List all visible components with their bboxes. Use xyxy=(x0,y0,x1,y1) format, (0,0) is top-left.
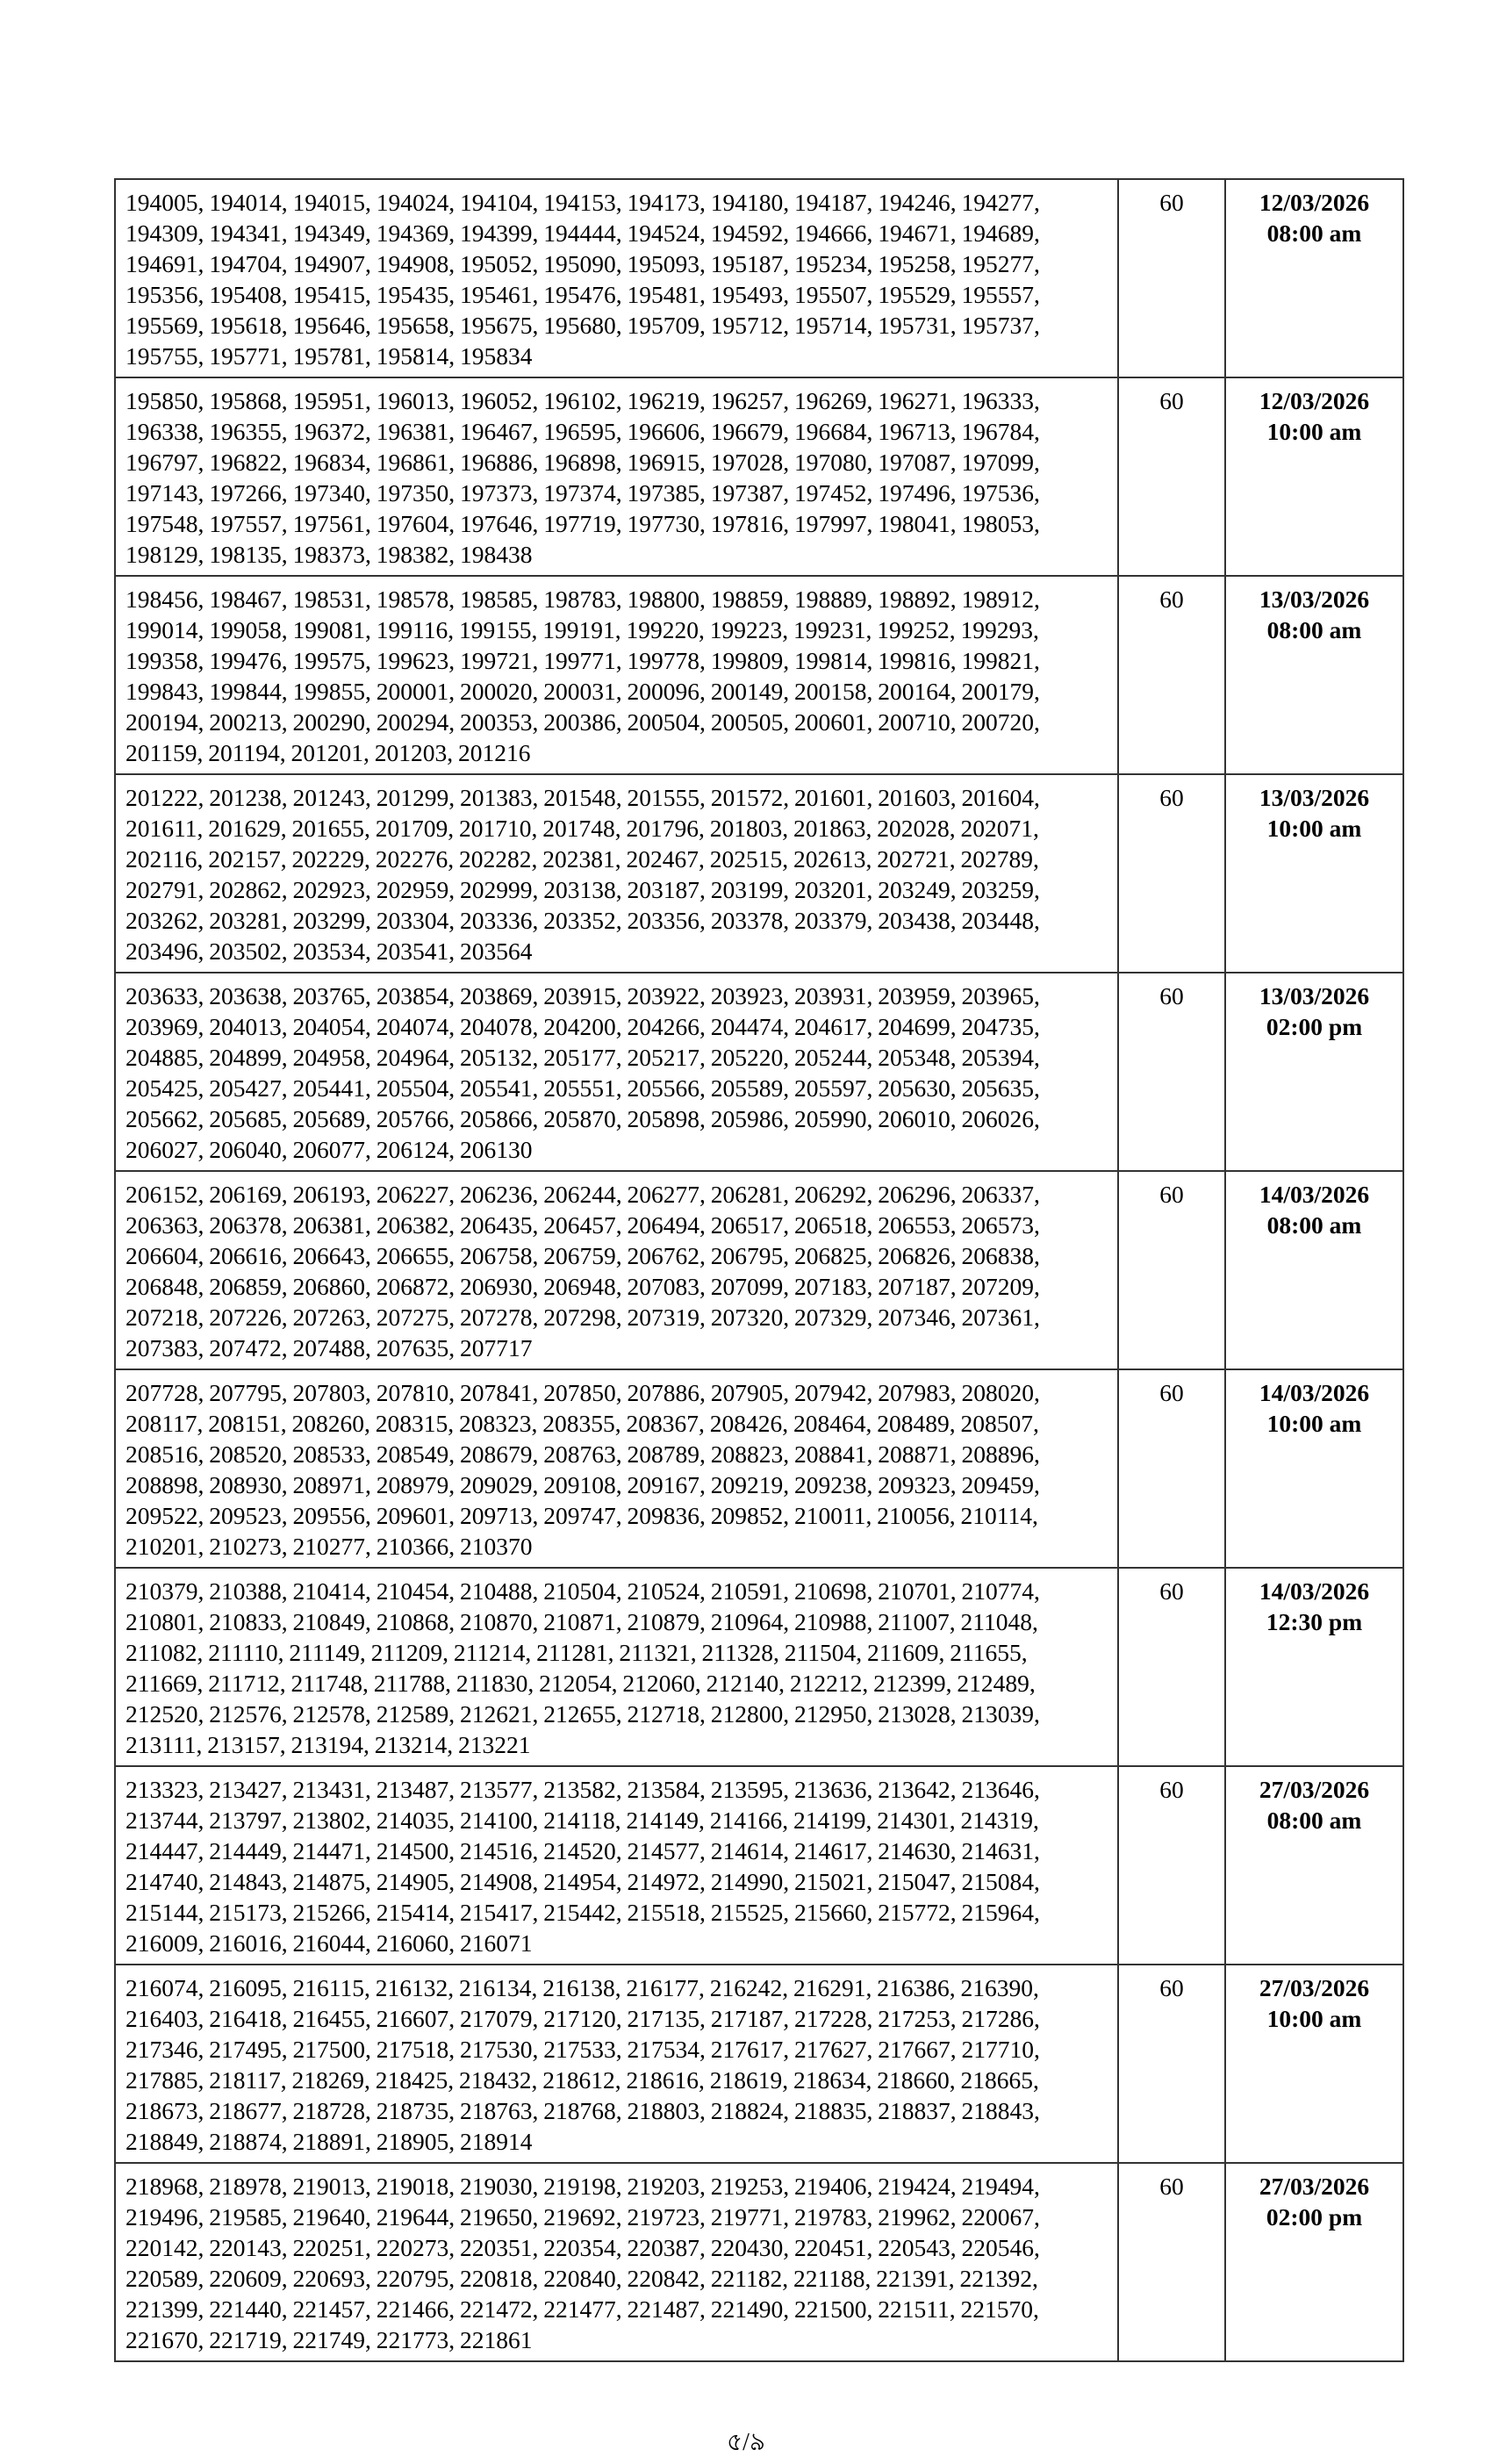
exam-date: 13/03/2026 xyxy=(1259,784,1370,811)
roll-numbers-cell: 201222, 201238, 201243, 201299, 201383, 201548, 201555, 201572, 201601, 201603, 201604, 201611, 201629, 201655, 201709, 201710, 201748, 201796, 201803, 201863, 202028, 202071, 202116, 202157, 202229, 202276, 202282, 202381, 202467, 202515, 202613, 202721, 202789, 202791, 202862, 202923, 202959, 202999, 203138, 203187, 203199, 203201, 203249, 203259, 203262, 203281, 203299, 203304, 203336, 203352, 203356, 203378, 203379, 203438, 203448, 203496, 203502, 203534, 203541, 203564 xyxy=(115,774,1118,973)
candidate-count-cell: 60 xyxy=(1118,179,1225,377)
exam-time: 02:00 pm xyxy=(1266,1013,1363,1040)
exam-time: 10:00 am xyxy=(1266,418,1362,445)
candidate-count-cell: 60 xyxy=(1118,973,1225,1171)
candidate-count-cell: 60 xyxy=(1118,576,1225,774)
candidate-count-cell: 60 xyxy=(1118,774,1225,973)
candidate-count-cell: 60 xyxy=(1118,2163,1225,2361)
roll-numbers-cell: 207728, 207795, 207803, 207810, 207841, 207850, 207886, 207905, 207942, 207983, 208020, 208117, 208151, 208260, 208315, 208323, 208355, 208367, 208426, 208464, 208489, 208507, 208516, 208520, 208533, 208549, 208679, 208763, 208789, 208823, 208841, 208871, 208896, 208898, 208930, 208971, 208979, 209029, 209108, 209167, 209219, 209238, 209323, 209459, 209522, 209523, 209556, 209601, 209713, 209747, 209836, 209852, 210011, 210056, 210114, 210201, 210273, 210277, 210366, 210370 xyxy=(115,1369,1118,1568)
schedule-body xyxy=(115,179,1403,2361)
roll-numbers-cell: 203633, 203638, 203765, 203854, 203869, 203915, 203922, 203923, 203931, 203959, 203965, 203969, 204013, 204054, 204074, 204078, 204200, 204266, 204474, 204617, 204699, 204735, 204885, 204899, 204958, 204964, 205132, 205177, 205217, 205220, 205244, 205348, 205394, 205425, 205427, 205441, 205504, 205541, 205551, 205566, 205589, 205597, 205630, 205635, 205662, 205685, 205689, 205766, 205866, 205870, 205898, 205986, 205990, 206010, 206026, 206027, 206040, 206077, 206124, 206130 xyxy=(115,973,1118,1171)
exam-date: 12/03/2026 xyxy=(1259,189,1370,216)
roll-numbers-cell: 210379, 210388, 210414, 210454, 210488, 210504, 210524, 210591, 210698, 210701, 210774, 210801, 210833, 210849, 210868, 210870, 210871, 210879, 210964, 210988, 211007, 211048, 211082, 211110, 211149, 211209, 211214, 211281, 211321, 211328, 211504, 211609, 211655, 211669, 211712, 211748, 211788, 211830, 212054, 212060, 212140, 212212, 212399, 212489, 212520, 212576, 212578, 212589, 212621, 212655, 212718, 212800, 212950, 213028, 213039, 213111, 213157, 213194, 213214, 213221 xyxy=(115,1568,1118,1766)
schedule-slot-cell xyxy=(1225,1568,1403,1766)
exam-date: 27/03/2026 xyxy=(1259,1776,1370,1803)
page-number: ৫/৯ xyxy=(726,2429,766,2456)
roll-numbers-cell: 194005, 194014, 194015, 194024, 194104, 194153, 194173, 194180, 194187, 194246, 194277, 194309, 194341, 194349, 194369, 194399, 194444, 194524, 194592, 194666, 194671, 194689, 194691, 194704, 194907, 194908, 195052, 195090, 195093, 195187, 195234, 195258, 195277, 195356, 195408, 195415, 195435, 195461, 195476, 195481, 195493, 195507, 195529, 195557, 195569, 195618, 195646, 195658, 195675, 195680, 195709, 195712, 195714, 195731, 195737, 195755, 195771, 195781, 195814, 195834 xyxy=(115,179,1118,377)
schedule-slot-cell xyxy=(1225,576,1403,774)
schedule-slot-cell xyxy=(1225,774,1403,973)
roll-numbers-cell: 198456, 198467, 198531, 198578, 198585, 198783, 198800, 198859, 198889, 198892, 198912, 199014, 199058, 199081, 199116, 199155, 199191, 199220, 199223, 199231, 199252, 199293, 199358, 199476, 199575, 199623, 199721, 199771, 199778, 199809, 199814, 199816, 199821, 199843, 199844, 199855, 200001, 200020, 200031, 200096, 200149, 200158, 200164, 200179, 200194, 200213, 200290, 200294, 200353, 200386, 200504, 200505, 200601, 200710, 200720, 201159, 201194, 201201, 201203, 201216 xyxy=(115,576,1118,774)
schedule-slot-cell xyxy=(1225,1766,1403,1965)
candidate-count-cell: 60 xyxy=(1118,1568,1225,1766)
exam-date: 13/03/2026 xyxy=(1259,585,1370,613)
table-row xyxy=(115,1171,1403,1369)
roll-numbers-cell: 218968, 218978, 219013, 219018, 219030, 219198, 219203, 219253, 219406, 219424, 219494, 219496, 219585, 219640, 219644, 219650, 219692, 219723, 219771, 219783, 219962, 220067, 220142, 220143, 220251, 220273, 220351, 220354, 220387, 220430, 220451, 220543, 220546, 220589, 220609, 220693, 220795, 220818, 220840, 220842, 221182, 221188, 221391, 221392, 221399, 221440, 221457, 221466, 221472, 221477, 221487, 221490, 221500, 221511, 221570, 221670, 221719, 221749, 221773, 221861 xyxy=(115,2163,1118,2361)
table-row xyxy=(115,1965,1403,2163)
schedule-slot-cell xyxy=(1225,179,1403,377)
table-row xyxy=(115,377,1403,576)
candidate-count-cell: 60 xyxy=(1118,1171,1225,1369)
exam-date: 27/03/2026 xyxy=(1259,1974,1370,2001)
schedule-slot-cell xyxy=(1225,377,1403,576)
exam-time: 10:00 am xyxy=(1266,815,1362,842)
exam-time: 08:00 am xyxy=(1266,1211,1362,1239)
table-row xyxy=(115,179,1403,377)
exam-time: 10:00 am xyxy=(1266,1410,1362,1437)
exam-time: 02:00 pm xyxy=(1266,2203,1363,2231)
exam-date: 27/03/2026 xyxy=(1259,2173,1370,2200)
schedule-slot-cell xyxy=(1225,973,1403,1171)
exam-date: 13/03/2026 xyxy=(1259,982,1370,1009)
roll-numbers-cell: 216074, 216095, 216115, 216132, 216134, 216138, 216177, 216242, 216291, 216386, 216390, 216403, 216418, 216455, 216607, 217079, 217120, 217135, 217187, 217228, 217253, 217286, 217346, 217495, 217500, 217518, 217530, 217533, 217534, 217617, 217627, 217667, 217710, 217885, 218117, 218269, 218425, 218432, 218612, 218616, 218619, 218634, 218660, 218665, 218673, 218677, 218728, 218735, 218763, 218768, 218803, 218824, 218835, 218837, 218843, 218849, 218874, 218891, 218905, 218914 xyxy=(115,1965,1118,2163)
exam-date: 14/03/2026 xyxy=(1259,1577,1370,1605)
table-row xyxy=(115,1568,1403,1766)
exam-time: 12:30 pm xyxy=(1266,1608,1363,1635)
schedule-slot-cell xyxy=(1225,2163,1403,2361)
schedule-slot-cell xyxy=(1225,1965,1403,2163)
schedule-table xyxy=(114,178,1404,2362)
roll-numbers-cell: 206152, 206169, 206193, 206227, 206236, 206244, 206277, 206281, 206292, 206296, 206337, 206363, 206378, 206381, 206382, 206435, 206457, 206494, 206517, 206518, 206553, 206573, 206604, 206616, 206643, 206655, 206758, 206759, 206762, 206795, 206825, 206826, 206838, 206848, 206859, 206860, 206872, 206930, 206948, 207083, 207099, 207183, 207187, 207209, 207218, 207226, 207263, 207275, 207278, 207298, 207319, 207320, 207329, 207346, 207361, 207383, 207472, 207488, 207635, 207717 xyxy=(115,1171,1118,1369)
table-row xyxy=(115,576,1403,774)
candidate-count-cell: 60 xyxy=(1118,1965,1225,2163)
exam-time: 08:00 am xyxy=(1266,1807,1362,1834)
table-row xyxy=(115,2163,1403,2361)
roll-numbers-cell: 213323, 213427, 213431, 213487, 213577, 213582, 213584, 213595, 213636, 213642, 213646, 213744, 213797, 213802, 214035, 214100, 214118, 214149, 214166, 214199, 214301, 214319, 214447, 214449, 214471, 214500, 214516, 214520, 214577, 214614, 214617, 214630, 214631, 214740, 214843, 214875, 214905, 214908, 214954, 214972, 214990, 215021, 215047, 215084, 215144, 215173, 215266, 215414, 215417, 215442, 215518, 215525, 215660, 215772, 215964, 216009, 216016, 216044, 216060, 216071 xyxy=(115,1766,1118,1965)
candidate-count-cell: 60 xyxy=(1118,1369,1225,1568)
schedule-slot-cell xyxy=(1225,1369,1403,1568)
table-row xyxy=(115,973,1403,1171)
exam-date: 14/03/2026 xyxy=(1259,1181,1370,1208)
table-row xyxy=(115,1369,1403,1568)
candidate-count-cell: 60 xyxy=(1118,377,1225,576)
exam-time: 08:00 am xyxy=(1266,616,1362,643)
table-row xyxy=(115,1766,1403,1965)
schedule-slot-cell xyxy=(1225,1171,1403,1369)
exam-date: 12/03/2026 xyxy=(1259,387,1370,414)
exam-time: 10:00 am xyxy=(1266,2005,1362,2032)
exam-date: 14/03/2026 xyxy=(1259,1379,1370,1406)
candidate-count-cell: 60 xyxy=(1118,1766,1225,1965)
table-row xyxy=(115,774,1403,973)
exam-time: 08:00 am xyxy=(1266,219,1362,247)
roll-numbers-cell: 195850, 195868, 195951, 196013, 196052, 196102, 196219, 196257, 196269, 196271, 196333, 196338, 196355, 196372, 196381, 196467, 196595, 196606, 196679, 196684, 196713, 196784, 196797, 196822, 196834, 196861, 196886, 196898, 196915, 197028, 197080, 197087, 197099, 197143, 197266, 197340, 197350, 197373, 197374, 197385, 197387, 197452, 197496, 197536, 197548, 197557, 197561, 197604, 197646, 197719, 197730, 197816, 197997, 198041, 198053, 198129, 198135, 198373, 198382, 198438 xyxy=(115,377,1118,576)
